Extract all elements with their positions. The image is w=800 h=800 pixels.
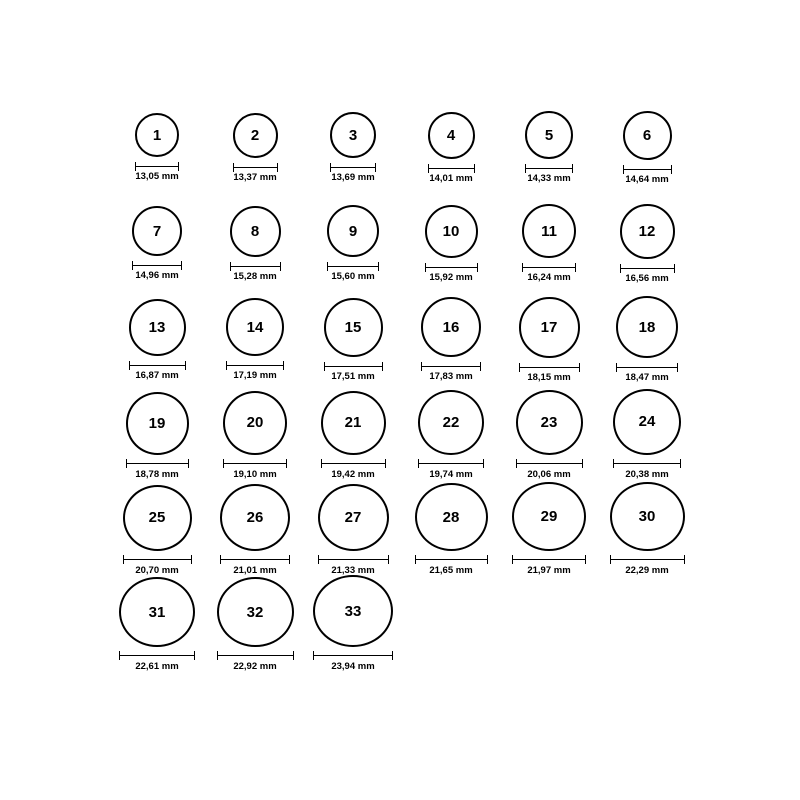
measure-line [220,559,290,560]
diameter-label: 14,96 mm [135,270,179,281]
ring-size-cell [108,191,206,287]
measure-line [330,167,376,168]
diameter-measure-bar [119,652,195,659]
diameter-measure-bar [512,556,586,563]
ring-size-number: 22 [442,413,460,431]
diameter-measure-bar [620,264,675,272]
ring-size-number: 25 [148,509,166,527]
measure-line [217,655,294,656]
diameter-measure-bar [123,556,192,564]
measure-line [123,559,192,560]
ring-circle-icon [418,390,484,455]
ring-size-cell [598,191,696,287]
ring-size-cell [206,95,304,191]
diameter-measure-bar [318,556,389,564]
diameter-label: 13,05 mm [135,171,179,182]
measure-line [313,655,393,656]
ring-circle-icon [330,112,376,158]
ring-size-cell [304,575,402,671]
ring-circle-icon [525,111,573,159]
diameter-label: 17,19 mm [233,370,277,381]
diameter-label: 22,29 mm [625,564,669,576]
measure-line [522,267,576,268]
measure-line [613,463,681,464]
ring-circle-icon [233,113,278,158]
ring-size-number: 4 [446,127,456,144]
ring-size-cell [598,287,696,383]
ring-size-number: 23 [540,413,558,431]
ring-size-cell [402,479,500,575]
diameter-measure-bar [418,460,484,468]
measure-line [525,168,573,169]
ring-circle-icon [132,206,182,256]
ring-circle-icon [623,111,672,160]
diameter-measure-bar [135,162,179,170]
diameter-measure-bar [223,460,287,468]
ring-size-number: 33 [344,602,362,620]
ring-size-grid [108,95,700,671]
diameter-measure-bar [226,361,284,369]
measure-line [616,367,678,368]
ring-circle-icon [230,206,281,257]
diameter-measure-bar [613,460,681,468]
diameter-measure-bar [217,652,294,659]
ring-size-number: 20 [246,414,264,432]
ring-size-cell [500,383,598,479]
ring-size-number: 27 [344,508,362,526]
diameter-label: 23,94 mm [331,660,375,672]
diameter-label: 20,38 mm [625,468,669,480]
ring-size-number: 30 [638,508,656,526]
ring-circle-icon [217,577,294,647]
diameter-measure-bar [421,362,481,370]
diameter-measure-bar [522,263,576,271]
ring-size-cell [500,95,598,191]
ring-size-number: 11 [541,222,557,240]
ring-circle-icon [610,482,685,551]
ring-circle-icon [135,113,179,157]
diameter-measure-bar [129,361,186,369]
ring-size-number: 16 [442,318,460,336]
measure-line [610,559,685,560]
ring-size-number: 17 [540,319,558,336]
diameter-label: 16,87 mm [135,370,179,381]
diameter-label: 16,56 mm [625,273,669,284]
diameter-label: 17,51 mm [331,371,375,382]
ring-size-number: 32 [246,603,264,621]
diameter-label: 21,97 mm [527,564,571,576]
measure-line [620,268,675,269]
diameter-label: 13,69 mm [331,172,375,183]
ring-size-cell [304,287,402,383]
ring-size-number: 5 [544,126,554,144]
diameter-label: 17,83 mm [429,371,473,382]
ring-size-cell [500,479,598,575]
ring-size-cell [304,479,402,575]
ring-size-number: 3 [348,126,358,144]
diameter-label: 14,33 mm [527,173,571,184]
measure-line [318,559,389,560]
measure-line [415,559,488,560]
ring-size-number: 2 [250,127,260,144]
diameter-measure-bar [126,460,189,468]
ring-circle-icon [123,485,192,551]
ring-circle-icon [126,392,189,455]
ring-circle-icon [318,484,389,551]
measure-line [418,463,484,464]
ring-circle-icon [321,391,386,455]
measure-line [519,367,580,368]
diameter-label: 18,15 mm [527,372,571,383]
diameter-label: 18,78 mm [135,468,179,480]
diameter-measure-bar [623,165,672,173]
ring-circle-icon [421,297,481,357]
ring-circle-icon [519,297,580,358]
diameter-label: 14,01 mm [429,173,473,184]
ring-circle-icon [425,205,478,258]
measure-line [230,266,281,267]
measure-line [623,169,672,170]
measure-line [129,365,186,366]
ring-size-number: 21 [344,414,362,432]
ring-size-number: 26 [246,508,264,526]
ring-size-cell [402,383,500,479]
ring-size-number: 9 [348,222,358,240]
ring-size-cell [500,287,598,383]
diameter-label: 19,74 mm [429,468,473,480]
ring-size-cell [206,479,304,575]
measure-line [516,463,583,464]
ring-size-cell [206,575,304,671]
diameter-label: 20,70 mm [135,564,179,576]
ring-size-number: 18 [638,318,656,336]
ring-size-cell [304,95,402,191]
ring-circle-icon [324,298,383,357]
ring-size-cell [598,383,696,479]
measure-line [135,166,179,167]
diameter-measure-bar [330,163,376,171]
ring-circle-icon [313,575,393,647]
ring-size-cell [598,95,696,191]
measure-line [428,168,475,169]
ring-circle-icon [428,112,475,159]
ring-size-number: 8 [250,223,260,240]
ring-circle-icon [516,390,583,455]
diameter-measure-bar [327,262,379,270]
ring-size-number: 19 [148,414,166,432]
diameter-measure-bar [321,460,386,468]
ring-size-cell [598,479,696,575]
ring-size-cell [206,191,304,287]
ring-size-number: 6 [642,127,652,144]
diameter-measure-bar [132,261,182,269]
ring-size-cell [402,287,500,383]
ring-circle-icon [616,296,678,358]
diameter-measure-bar [324,362,383,370]
ring-size-cell [402,191,500,287]
ring-size-number: 14 [246,318,264,336]
ring-size-number: 24 [638,413,656,431]
measure-line [126,463,189,464]
measure-line [327,266,379,267]
measure-line [233,167,278,168]
measure-line [512,559,586,560]
diameter-label: 15,60 mm [331,271,375,282]
measure-line [223,463,287,464]
diameter-label: 22,92 mm [233,660,277,672]
ring-circle-icon [522,204,576,258]
ring-circle-icon [226,298,284,356]
ring-size-cell [108,287,206,383]
ring-circle-icon [620,204,675,259]
ring-size-cell [206,287,304,383]
ring-size-number: 12 [638,223,656,240]
diameter-measure-bar [610,556,685,563]
ring-size-cell [500,191,598,287]
diameter-label: 19,42 mm [331,468,375,480]
ring-size-number: 29 [540,508,558,526]
diameter-label: 16,24 mm [527,272,571,283]
diameter-label: 13,37 mm [233,172,277,183]
ring-size-number: 13 [148,319,166,336]
measure-line [324,366,383,367]
measure-line [119,655,195,656]
ring-size-cell [108,95,206,191]
diameter-label: 15,92 mm [429,272,473,283]
ring-size-cell [304,191,402,287]
diameter-label: 21,01 mm [233,564,277,576]
diameter-measure-bar [516,460,583,468]
diameter-label: 19,10 mm [233,468,277,480]
measure-line [132,265,182,266]
diameter-measure-bar [230,262,281,270]
diameter-label: 18,47 mm [625,372,669,383]
ring-circle-icon [512,482,586,551]
diameter-measure-bar [220,556,290,564]
diameter-measure-bar [415,556,488,563]
ring-size-cell [206,383,304,479]
ring-size-cell [108,479,206,575]
diameter-label: 15,28 mm [233,271,277,282]
measure-line [321,463,386,464]
diameter-measure-bar [519,363,580,371]
ring-size-number: 28 [442,508,460,526]
diameter-measure-bar [525,164,573,172]
ring-size-number: 10 [442,223,460,240]
ring-size-cell [108,575,206,671]
diameter-measure-bar [428,164,475,172]
diameter-label: 21,33 mm [331,564,375,576]
diameter-label: 22,61 mm [135,660,179,672]
ring-size-number: 31 [148,603,166,621]
ring-circle-icon [220,484,290,551]
diameter-measure-bar [233,163,278,171]
ring-size-number: 7 [152,222,162,240]
measure-line [421,366,481,367]
ring-circle-icon [327,205,379,257]
ring-size-number: 15 [344,319,362,336]
ring-size-cell [108,383,206,479]
ring-circle-icon [613,389,681,455]
ring-circle-icon [223,391,287,455]
ring-size-cell [402,95,500,191]
diameter-measure-bar [313,652,393,659]
diameter-label: 21,65 mm [429,564,473,576]
measure-line [226,365,284,366]
diameter-label: 14,64 mm [625,174,669,185]
diameter-measure-bar [616,363,678,371]
ring-size-number: 1 [152,126,162,144]
diameter-measure-bar [425,263,478,271]
ring-size-cell [304,383,402,479]
ring-circle-icon [119,577,195,647]
ring-circle-icon [415,483,488,551]
diameter-label: 20,06 mm [527,468,571,480]
measure-line [425,267,478,268]
ring-circle-icon [129,299,186,356]
